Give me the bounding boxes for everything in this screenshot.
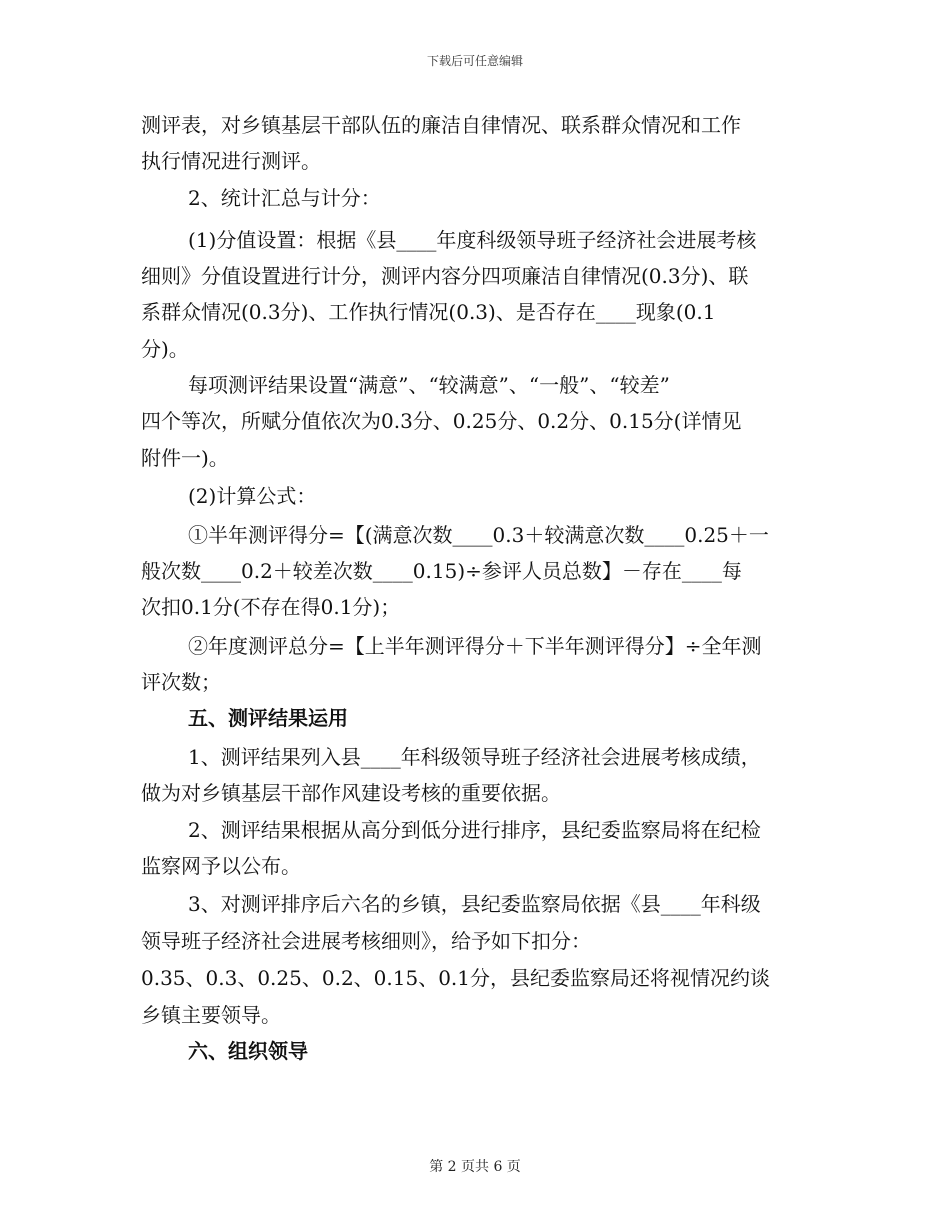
body-line-9: 四个等次，所赋分值依次为0.3分、0.25分、0.2分、0.15分(详情见 bbox=[141, 409, 742, 433]
body-line-15: ②年度测评总分=【上半年测评得分＋下半年测评得分】÷全年测 bbox=[188, 634, 762, 658]
section-subheading: 2、统计汇总与计分： bbox=[188, 186, 381, 210]
section-heading-6: 六、组织领导 bbox=[188, 1039, 308, 1063]
body-line-4: (1)分值设置：根据《县____年度科级领导班子经济社会进展考核 bbox=[188, 228, 757, 252]
section-heading-5: 五、测评结果运用 bbox=[188, 706, 348, 730]
body-line-7: 分)。 bbox=[141, 337, 189, 361]
body-line-18: 1、测评结果列入县____年科级领导班子经济社会进展考核成绩， bbox=[188, 745, 761, 769]
body-line-23: 领导班子经济社会进展考核细则》，给予如下扣分： bbox=[141, 929, 591, 953]
body-line-5: 细则》分值设置进行计分，测评内容分四项廉洁自律情况(0.3分)、联 bbox=[141, 264, 749, 288]
body-line-1: 测评表，对乡镇基层干部队伍的廉洁自律情况、联系群众情况和工作 bbox=[141, 113, 741, 137]
body-line-11: (2)计算公式： bbox=[188, 484, 317, 508]
body-line-25: 乡镇主要领导。 bbox=[141, 1003, 281, 1027]
body-line-16: 评次数； bbox=[141, 670, 221, 694]
body-line-12: ①半年测评得分=【(满意次数____0.3＋较满意次数____0.25＋一 bbox=[188, 523, 769, 547]
body-line-22: 3、对测评排序后六名的乡镇，县纪委监察局依据《县____年科级 bbox=[188, 892, 761, 916]
body-line-20: 2、测评结果根据从高分到低分进行排序，县纪委监察局将在纪检 bbox=[188, 818, 761, 842]
body-line-24: 0.35、0.3、0.25、0.2、0.15、0.1分，县纪委监察局还将视情况约谈 bbox=[141, 966, 771, 990]
body-line-6: 系群众情况(0.3分)、工作执行情况(0.3)、是否存在____现象(0.1 bbox=[141, 300, 716, 324]
page-header: 下载后可任意编辑 bbox=[426, 54, 523, 68]
body-line-10: 附件一)。 bbox=[141, 446, 229, 470]
body-line-13: 般次数____0.2＋较差次数____0.15)÷参评人员总数】－存在____每 bbox=[141, 559, 742, 583]
body-line-2: 执行情况进行测评。 bbox=[141, 149, 321, 173]
body-line-8: 每项测评结果设置“满意”、“较满意”、“一般”、“较差” bbox=[188, 373, 670, 397]
body-line-21: 监察网予以公布。 bbox=[141, 854, 301, 878]
body-line-19: 做为对乡镇基层干部作风建设考核的重要依据。 bbox=[141, 781, 561, 805]
body-line-14: 次扣0.1分(不存在得0.1分)； bbox=[141, 595, 401, 619]
page-footer: 第 2 页共 6 页 bbox=[429, 1159, 521, 1175]
